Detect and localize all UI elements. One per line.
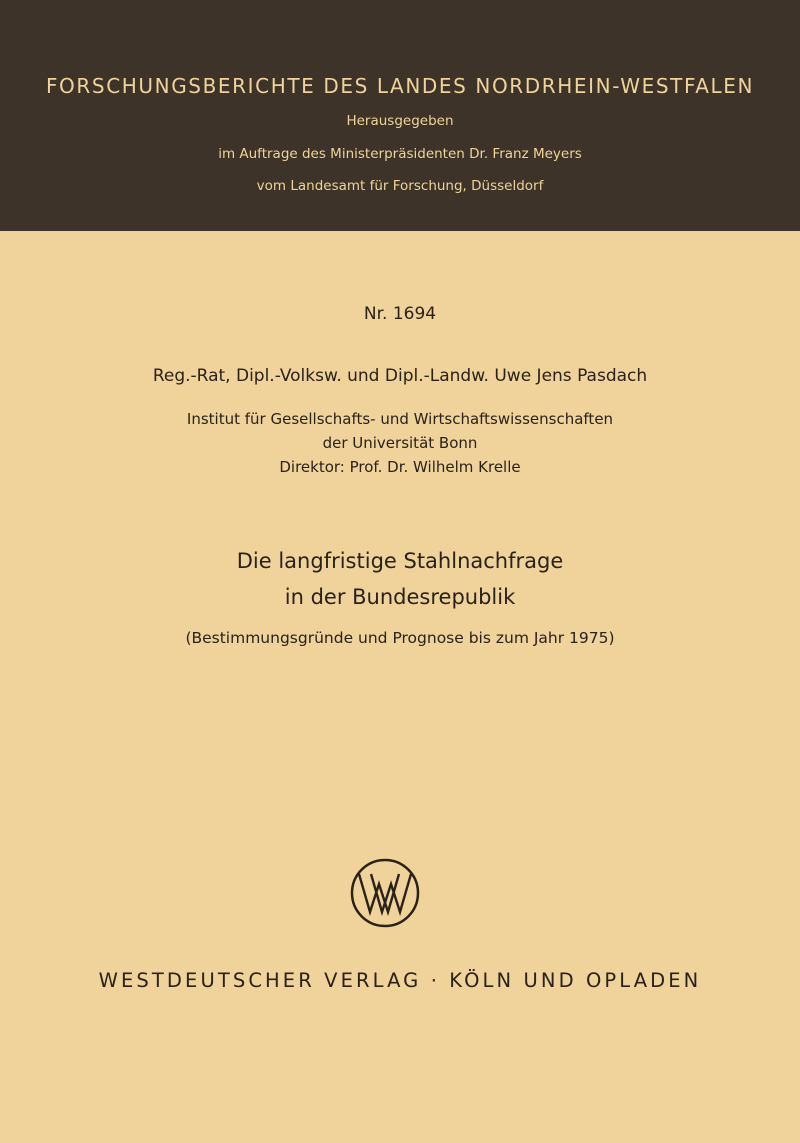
subtitle: (Bestimmungsgründe und Prognose bis zum Jahr 1975) — [185, 629, 615, 647]
header-commission-line: im Auftrage des Ministerpräsidenten Dr. Franz Meyers — [218, 146, 582, 162]
header-editor-label: Herausgegeben — [346, 113, 454, 129]
institute-line-1: Institut für Gesellschafts- und Wirtschaftswissenschaften — [186, 410, 614, 428]
author-line: Reg.-Rat, Dipl.-Volksw. und Dipl.-Landw. Uwe Jens Pasdach — [152, 366, 648, 386]
title-line-1: Die langfristige Stahlnachfrage — [236, 549, 564, 573]
title-line-2: in der Bundesrepublik — [284, 585, 516, 609]
publisher-ww-logo-icon — [349, 857, 421, 929]
header-office-line: vom Landesamt für Forschung, Düsseldorf — [256, 178, 544, 194]
series-title: FORSCHUNGSBERICHTE DES LANDES NORDRHEIN-WESTFALEN — [45, 74, 755, 98]
institute-line-2: der Universität Bonn — [322, 434, 478, 452]
institute-director-line: Direktor: Prof. Dr. Wilhelm Krelle — [279, 458, 521, 476]
publisher-line: WESTDEUTSCHER VERLAG · KÖLN UND OPLADEN — [98, 969, 702, 992]
header-band — [0, 0, 800, 231]
report-number: Nr. 1694 — [363, 304, 437, 324]
